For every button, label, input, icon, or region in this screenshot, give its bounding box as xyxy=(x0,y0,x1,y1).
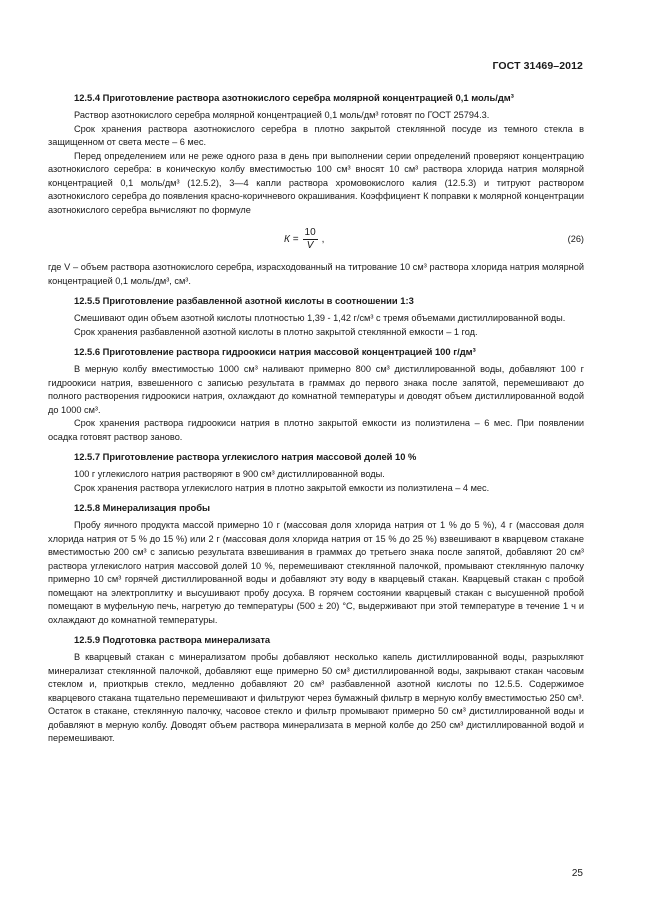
section-12-5-4 xyxy=(48,91,584,288)
section-12-5-6 xyxy=(48,345,584,444)
paragraph: Срок хранения раствора углекислого натрия в плотно закрытой емкости из полиэтилена – 4 мес. xyxy=(74,482,490,493)
formula-numerator: 10 xyxy=(304,227,316,238)
paragraph: Раствор азотнокислого серебра молярной концентрацией 0,1 моль/дм³ готовят по ГОСТ 25794.3. xyxy=(74,110,490,120)
paragraph: Перед определением или не реже одного раза в день при выполнении серии определений проверяют концентрацию азотнокислого серебра: в коническую колбу вместимостью 100 см³ вносят 10 см³ раствора хлорида натрия молярной концентрацией 0,1 моль/дм³ (12.5.2), 3—4 капли раствора хромовокислого калия (12.5.3) и титруют раствором азотнокислого серебра до появления красно-коричневого окрашивания. Коэффициент К поправки к молярной концентрации азотнокислого серебра вычисляют по формуле xyxy=(48,150,584,215)
formula-denominator: V xyxy=(306,240,314,251)
paragraph: 100 г углекислого натрия растворяют в 900 см³ дистиллированной воды. xyxy=(74,469,385,479)
document-body xyxy=(48,91,584,752)
paragraph: Смешивают один объем азотной кислоты плотностью 1,39 - 1,42 г/см³ с тремя объемами дистиллированной воды. xyxy=(74,313,566,323)
formula-fraction xyxy=(303,227,318,252)
standard-header: ГОСТ 31469–2012 xyxy=(492,60,583,72)
paragraph: Срок хранения раствора гидроокиси натрия в плотно закрытой емкости из полиэтилена – 6 мес. При появлении осадка готовят раствор заново. xyxy=(48,418,584,442)
section-title: 12.5.4 Приготовление раствора азотнокислого серебра молярной концентрацией 0,1 моль/дм³ xyxy=(74,92,514,103)
formula-explanation: где V – объем раствора азотнокислого серебра, израсходованный на титрование 10 см³ раствора хлорида натрия молярной концентрацией 0,1 моль/дм³, см³. xyxy=(48,262,584,286)
formula-26 xyxy=(48,223,584,257)
page-number: 25 xyxy=(571,868,583,879)
paragraph: Срок хранения раствора азотнокислого серебра в плотно закрытой стеклянной посуде из темного стекла в защищенном от света месте – 6 мес. xyxy=(48,123,584,147)
section-title: 12.5.7 Приготовление раствора углекислого натрия массовой долей 10 % xyxy=(74,451,417,462)
section-12-5-7 xyxy=(48,450,584,495)
section-title: 12.5.5 Приготовление разбавленной азотной кислоты в соотношении 1:3 xyxy=(74,295,414,306)
paragraph: Срок хранения разбавленной азотной кислоты в плотно закрытой стеклянной емкости – 1 год. xyxy=(74,326,478,337)
formula-expression xyxy=(284,227,324,252)
paragraph: В кварцевый стакан с минерализатом пробы добавляют несколько капель дистиллированной воды, разрыхляют минерализат стеклянной палочкой, добавляют еще примерно 50 см³ дистиллированной воды, закрывают стакан часовым стеклом и, приоткрыв стекло, медленно добавляют 20 см³ разбавленной азотной кислоты по 12.5.5. Содержимое кварцевого стакана тщательно перемешивают и фильтруют через бумажный фильтр в мерную колбу вместимостью 250 см³. Остаток в стакане, стеклянную палочку, часовое стекло и фильтр промывают примерно 50 см³ дистиллированной воды и добавляют в мерную колбу. Доводят объем раствора минерализата в мерной колбе до 250 см³ дистиллированной водой и перемешивают. xyxy=(48,652,584,743)
paragraph: В мерную колбу вместимостью 1000 см³ наливают примерно 800 см³ дистиллированной воды, добавляют 100 г гидроокиси натрия, взвешенного с записью результата в граммах до первого знака после запятой, перемешивают до полного растворения гидроокиси натрия, охлаждают до комнатной температуры и доводят объем дистиллированной водой до 1000 см³. xyxy=(48,364,584,415)
section-title: 12.5.8 Минерализация пробы xyxy=(74,502,211,513)
section-12-5-8 xyxy=(48,501,584,627)
paragraph: Пробу яичного продукта массой примерно 10 г (массовая доля хлорида натрия от 1 % до 5 %), 4 г (массовая доля хлорида натрия от 5 % до 15 %) или 2 г (массовая доля хлорида натрия от 15 % до 25 %) взвешивают в кварцевом стакане вместимостью 200 см³ с записью результата взвешивания в граммах до третьего знака после запятой, добавляют 20 см³ раствора углекислого натрия массовой долей 10 %, перемешивают стеклянной палочкой, промывают стеклянную палочку примерно 10 см³ горячей дистиллированной воды и добавляют эту воду в кварцевый стакан. Кварцевый стакан с пробой помещают на электроплитку и высушивают пробу досуха. В горячем состоянии кварцевый стакан с высушенной пробой помещают в муфельную печь, нагретую до температуры (500 ± 20) °С, выдерживают при этой температуре в течение 1 ч и охлаждают до комнатной температуры. xyxy=(48,520,584,625)
section-title: 12.5.9 Подготовка раствора минерализата xyxy=(74,634,271,645)
formula-tail: , xyxy=(321,233,325,245)
section-12-5-9 xyxy=(48,633,584,746)
section-12-5-5 xyxy=(48,294,584,339)
formula-lhs: К = xyxy=(284,233,299,245)
section-title: 12.5.6 Приготовление раствора гидроокиси натрия массовой концентрацией 100 г/дм³ xyxy=(74,346,476,357)
formula-number: (26) xyxy=(567,234,584,244)
